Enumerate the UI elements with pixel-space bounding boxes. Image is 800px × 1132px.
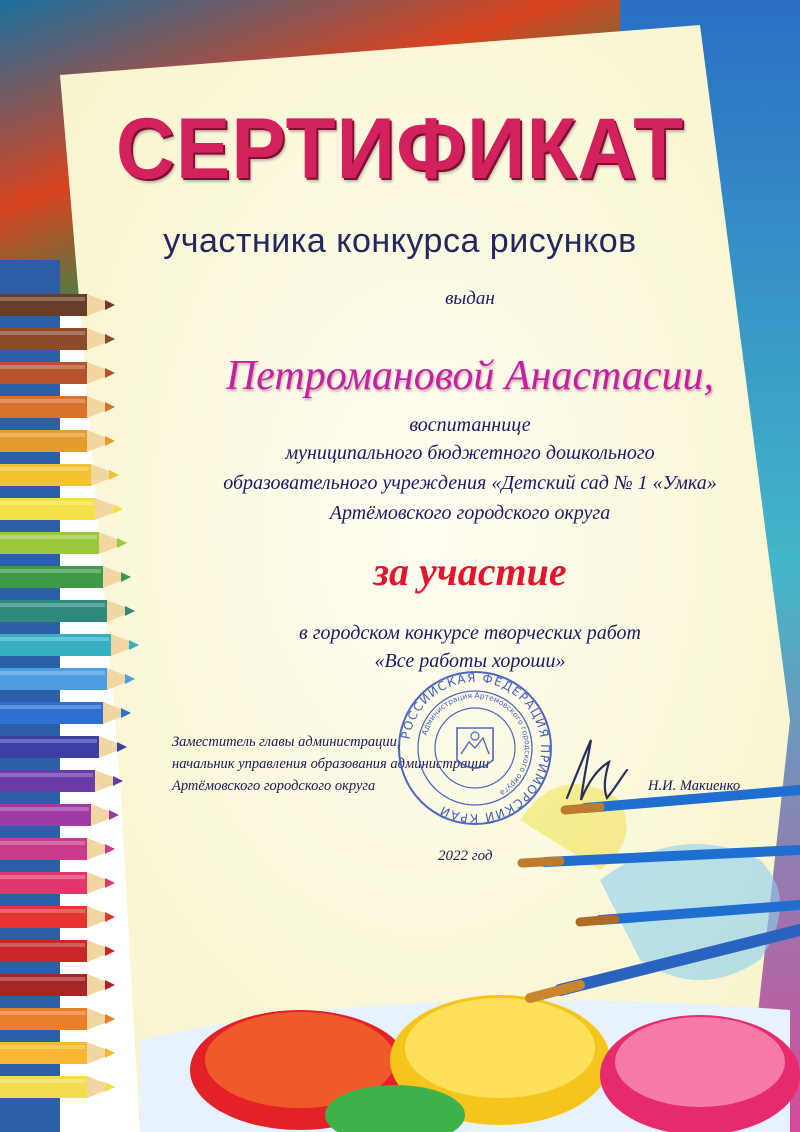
- recipient-name: Петромановой Анастасии,: [225, 353, 715, 399]
- contest-line-2: «Все работы хороши»: [374, 650, 566, 672]
- handwritten-signature: [555, 728, 635, 808]
- signatory-name: Н.И. Макиенко: [648, 778, 741, 794]
- organization-line-2: образовательного учреждения «Детский сад № 1 «Умка»: [223, 472, 717, 494]
- award-reason: за участие: [373, 549, 567, 594]
- recipient-role: воспитаннице: [409, 414, 531, 436]
- signatory-title-2: начальник управления образования администрации: [172, 756, 490, 772]
- official-stamp: [395, 668, 555, 828]
- certificate-year: 2022 год: [438, 848, 493, 864]
- organization-line-1: муниципального бюджетного дошкольного: [285, 442, 655, 464]
- issued-label: выдан: [445, 288, 495, 309]
- certificate-subtitle: участника конкурса рисунков: [163, 222, 637, 260]
- organization-line-3: Артёмовского городского округа: [329, 502, 611, 524]
- pencils-decoration: [0, 280, 200, 1132]
- signatory-title-1: Заместитель главы администрации,: [172, 734, 401, 750]
- stamp-inner-text: Администрация Артемовского городского округа: [419, 690, 533, 798]
- stamp-outer-text: РОССИЙСКАЯ ФЕДЕРАЦИЯ ПРИМОРСКИЙ КРАЙ: [398, 670, 553, 826]
- signatory-title-3: Артёмовского городского округа: [172, 778, 376, 794]
- certificate-title: СЕРТИФИКАТ: [115, 101, 685, 197]
- contest-line-1: в городском конкурсе творческих работ: [299, 622, 641, 644]
